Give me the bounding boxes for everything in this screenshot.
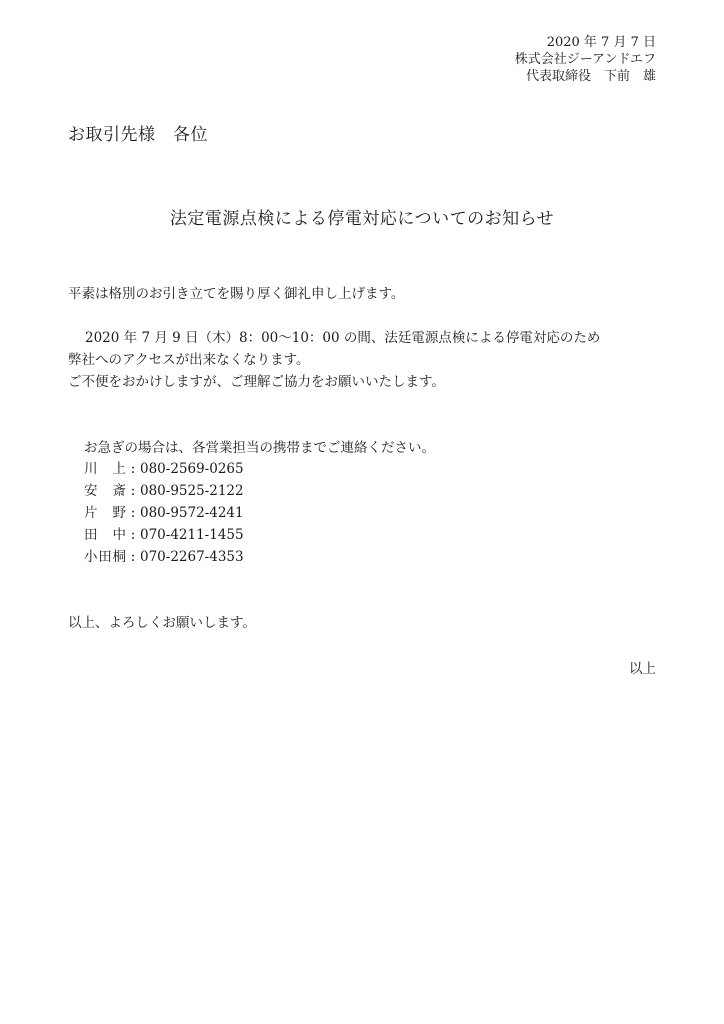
notice-paragraph	[68, 327, 600, 393]
contact-row	[84, 480, 244, 502]
contact-list	[84, 458, 244, 568]
letter-header	[515, 34, 656, 85]
greeting-paragraph: 平素は格別のお引き立てを賜り厚く御礼申し上げます。	[68, 286, 405, 302]
notice-line-2: 弊社へのアクセスが出来なくなります。	[68, 352, 310, 368]
contact-phone: 080-2569-0265	[140, 461, 244, 477]
contact-row	[84, 546, 244, 568]
contact-intro: お急ぎの場合は、各営業担当の携帯までご連絡ください。	[84, 440, 435, 456]
contact-row	[84, 524, 244, 546]
contact-name: 田中	[84, 527, 126, 543]
contact-phone: 070-4211-1455	[140, 527, 244, 543]
contact-name: 川上	[84, 461, 126, 477]
notice-line-1: 2020 年 7 月 9 日（木）8：00〜10：00 の間、法廷電源点検による停電対応のため	[85, 330, 601, 346]
contact-separator: :	[130, 549, 136, 565]
recipient-line: お取引先様 各位	[68, 125, 208, 145]
contact-phone: 070-2267-4353	[140, 549, 244, 565]
sender-company: 株式会社ジーアンドエフ	[514, 52, 656, 67]
contact-separator: :	[130, 483, 136, 499]
contact-row	[84, 502, 244, 524]
contact-name: 片野	[84, 505, 126, 521]
contact-separator: :	[130, 505, 136, 521]
contact-name: 安斎	[84, 483, 126, 499]
contact-phone: 080-9525-2122	[140, 483, 244, 499]
contact-phone: 080-9572-4241	[140, 505, 244, 521]
letter-date: 2020 年 7 月 7 日	[546, 35, 656, 50]
notice-line-3: ご不便をおかけしますが、ご理解ご協力をお願いいたします。	[68, 374, 445, 390]
end-mark: 以上	[629, 661, 656, 677]
contact-row	[84, 458, 244, 480]
contact-separator: :	[130, 527, 136, 543]
sender-representative: 代表取締役 下前 雄	[525, 69, 656, 84]
closing-line: 以上、よろしくお願いします。	[68, 615, 256, 631]
document-title: 法定電源点検による停電対応についてのお知らせ	[169, 209, 555, 229]
contact-name: 小田桐	[84, 549, 126, 565]
contact-separator: :	[130, 461, 136, 477]
